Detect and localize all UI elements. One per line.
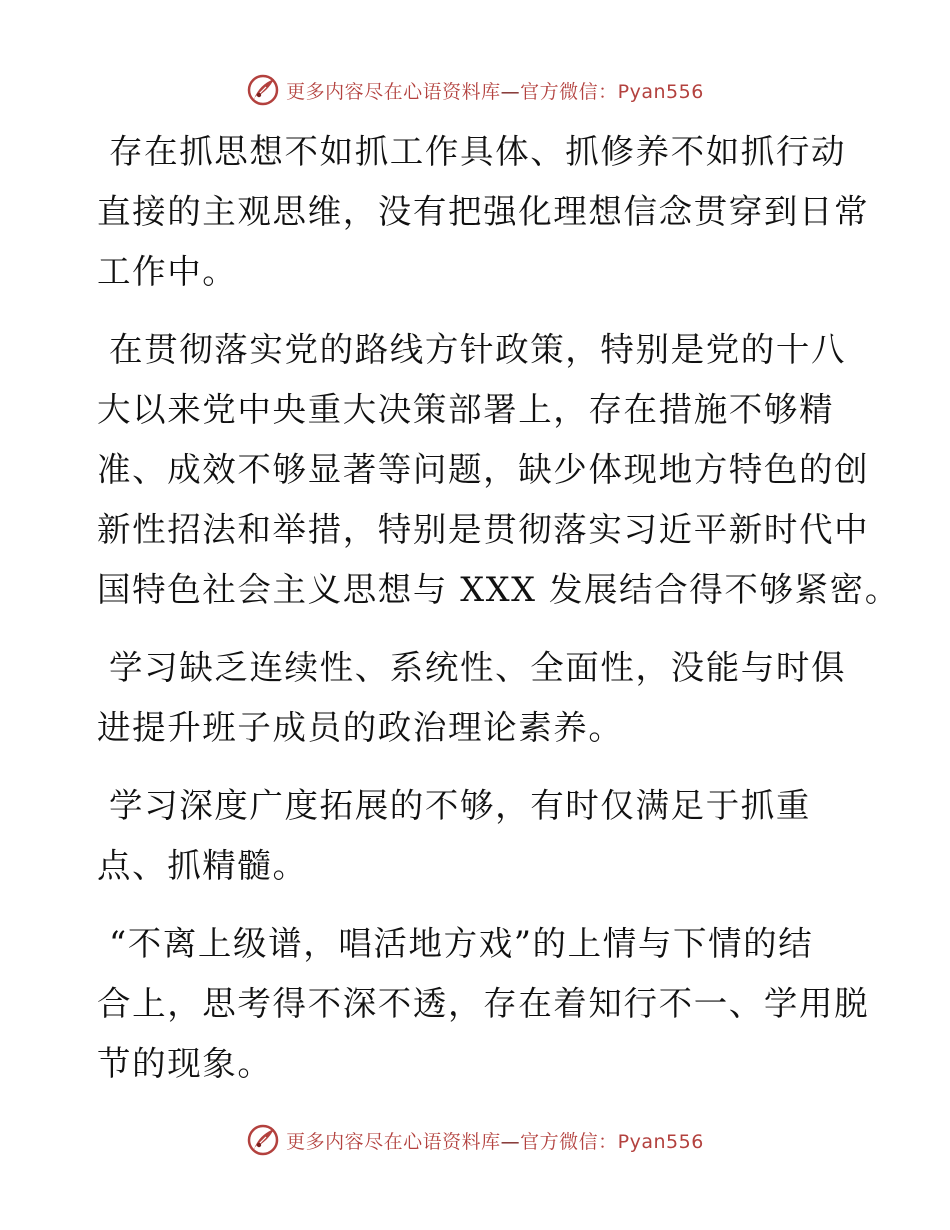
- header-watermark: [0, 70, 950, 110]
- text-line: 国特色社会主义思想与 XXX 发展结合得不够紧密。: [97, 570, 900, 609]
- watermark-title: 更多内容尽在心语资料库: [286, 1130, 501, 1153]
- watermark-separator: —: [500, 80, 521, 103]
- text-line: 学习深度广度拓展的不够，有时仅满足于抓重: [109, 786, 811, 825]
- paragraph: [97, 914, 870, 1094]
- text-line: 进提升班子成员的政治理论素养。: [97, 708, 624, 747]
- watermark-text: [286, 77, 704, 104]
- text-line: 节的现象。: [97, 1044, 273, 1083]
- watermark-title: 更多内容尽在心语资料库: [286, 80, 501, 103]
- watermark-text: [286, 1127, 704, 1154]
- document-body: [97, 122, 900, 1112]
- watermark-separator: —: [500, 1130, 521, 1153]
- text-line: 大以来党中央重大决策部署上，存在措施不够精: [97, 390, 835, 429]
- text-line: “不离上级谱，唱活地方戏”的上情与下情的结: [109, 924, 814, 963]
- text-line: 直接的主观思维，没有把强化理想信念贯穿到日常: [97, 192, 870, 231]
- watermark-contact: 官方微信：Pyan556: [520, 80, 704, 103]
- paragraph: [97, 320, 900, 620]
- text-line: 新性招法和举措，特别是贯彻落实习近平新时代中: [97, 510, 870, 549]
- paragraph: [97, 776, 857, 896]
- footer-watermark: [0, 1120, 950, 1160]
- text-line: 准、成效不够显著等问题，缺少体现地方特色的创: [97, 450, 870, 489]
- text-line: 存在抓思想不如抓工作具体、抓修养不如抓行动: [109, 132, 847, 171]
- watermark-contact: 官方微信：Pyan556: [520, 1130, 704, 1153]
- text-line: 点、抓精髓。: [97, 846, 308, 885]
- text-line: 学习缺乏连续性、系统性、全面性，没能与时俱: [109, 648, 847, 687]
- feather-pen-logo-icon: [246, 1123, 280, 1157]
- paragraph: [97, 122, 870, 302]
- paragraph: [97, 638, 857, 758]
- feather-pen-logo-icon: [246, 73, 280, 107]
- text-line: 在贯彻落实党的路线方针政策，特别是党的十八: [109, 330, 847, 369]
- text-line: 工作中。: [97, 252, 238, 291]
- text-line: 合上，思考得不深不透，存在着知行不一、学用脱: [97, 984, 870, 1023]
